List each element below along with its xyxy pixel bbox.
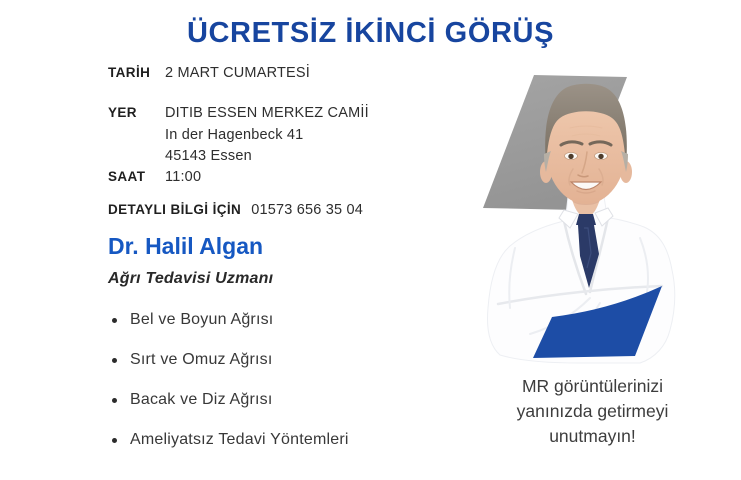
contact-row	[108, 202, 363, 218]
service-label: Bacak ve Diz Ağrısı	[130, 391, 273, 408]
venue-line-1: DITIB ESSEN MERKEZ CAMİİ	[165, 105, 369, 121]
service-item	[112, 300, 349, 340]
note-line: yanınızda getirmeyi	[516, 401, 669, 421]
time-value: 11:00	[165, 169, 202, 185]
time-row	[108, 169, 201, 185]
service-item	[112, 340, 349, 380]
venue-row	[108, 103, 369, 168]
bullet-icon	[112, 438, 117, 443]
contact-label: DETAYLI BİLGİ İÇİN	[108, 202, 242, 217]
venue-line-2: In der Hagenbeck 41	[165, 126, 304, 143]
time-label: SAAT	[108, 169, 146, 184]
bullet-icon	[112, 398, 117, 403]
date-row	[108, 65, 310, 81]
venue-label: YER	[108, 105, 137, 120]
bullet-icon	[112, 318, 117, 323]
service-label: Sırt ve Omuz Ağrısı	[130, 351, 273, 368]
note-line: MR görüntülerinizi	[521, 376, 664, 396]
service-label: Ameliyatsız Tedavi Yöntemleri	[130, 431, 349, 448]
services-list	[112, 300, 349, 460]
doctor-photo	[440, 58, 741, 370]
doctor-photo-illustration	[440, 58, 741, 370]
reminder-note	[450, 374, 735, 449]
contact-phone: 01573 656 35 04	[251, 202, 364, 218]
service-label: Bel ve Boyun Ağrısı	[130, 311, 274, 328]
doctor-specialty: Ağrı Tedavisi Uzmanı	[108, 270, 274, 287]
event-title: ÜCRETSİZ İKİNCİ GÖRÜŞ	[186, 17, 555, 49]
date-value: 2 MART CUMARTESİ	[165, 65, 311, 81]
note-line: unutmayın!	[549, 426, 636, 446]
service-item	[112, 380, 349, 420]
bullet-icon	[112, 358, 117, 363]
venue-line-3: 45143 Essen	[165, 148, 252, 164]
date-label: TARİH	[108, 65, 151, 80]
service-item	[112, 420, 349, 460]
venue-address	[165, 103, 369, 168]
doctor-name: Dr. Halil Algan	[108, 233, 264, 259]
